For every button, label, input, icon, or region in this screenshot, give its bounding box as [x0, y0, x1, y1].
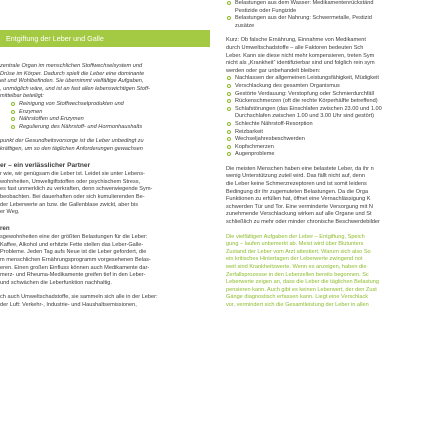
partner-paragraph: [0, 171, 210, 217]
bullet-circle-icon: [227, 84, 231, 88]
symptom-list-item: [226, 129, 430, 137]
text-line: mittelbar beteiligt:: [0, 93, 44, 100]
section-heading-factors: ren: [0, 224, 10, 232]
bullet-circle-icon: [227, 130, 231, 134]
text-line: der Leberwerte an bzw. die Gallenblase zwickt, aber bis: [0, 201, 139, 208]
text-line: vor, vermindert sich die Gesamtleistung der Leber in allen: [226, 301, 369, 308]
text-line: punkt der Gesundheitsvorsorge ist die Leber unbedingt zu: [0, 138, 144, 145]
text-line: werden oder gar unbehandelt bleiben:: [226, 67, 321, 74]
list-item-text: Regulierung des Nährstoff- und Hormonhaushalts: [19, 123, 143, 130]
text-line: Drüse im Körper. Dadurch spielt die Leber eine dominante: [0, 70, 145, 77]
list-item-text: Schlechte Nährstoff-Resorption: [235, 120, 313, 127]
symptom-list: [226, 75, 430, 159]
bullet-circle-icon: [11, 125, 15, 129]
text-line: Bedingung dir ihr zugemuteten Belastungen. Da die Orga: [226, 188, 369, 195]
text-line: Leber. Kann sie diese nicht mehr kompensieren, treten Sym: [226, 52, 375, 59]
list-item-text: Schlafstörungen (das Einschlafen zwischen 23.00 und 1.00: [235, 105, 382, 112]
summary-paragraph: [226, 37, 430, 75]
list-item-text: Nährstoffen und Enzymen: [19, 116, 84, 123]
bullet-circle-icon: [227, 99, 231, 103]
symptom-list-item: [226, 91, 430, 99]
symptom-list-item: [226, 136, 430, 144]
right-column: [226, 0, 430, 310]
list-item-continuation: Durchschlafen zwischen 1.00 und 3.00 Uhr sind gestört): [235, 113, 374, 120]
text-line: kräftigen, um so den täglichen Anforderungen gewachsen: [0, 145, 143, 152]
text-line: Die meisten Menschen haben eine belastete Leber, da ihr n: [226, 165, 374, 172]
left-column: [0, 0, 210, 310]
bullet-circle-icon: [227, 152, 231, 156]
burden-list-item: [226, 0, 430, 8]
text-line: nicht als „Krankheit“ identifizierbar sind und folglich rein sym: [226, 60, 375, 67]
text-line: Probleme. Jeden Tag aufs Neue ist die Leber gefordert, die: [0, 249, 147, 256]
text-line: Leberwerte zeigen an, dass die Leber die täglichen Belastung: [226, 279, 380, 286]
bullet-circle-icon: [11, 102, 15, 106]
list-item-continuation: zusätze: [235, 22, 255, 29]
intro-paragraph: [0, 63, 210, 101]
text-line: m menschlichen Ernährungsprogramm vorgesehenen Belas-: [0, 257, 151, 264]
text-line: eren. Einen großen Einfluss können auch Medikamente dar-: [0, 264, 150, 271]
text-line: merz- und Rheuma-Medikamente greifen tief in den Leber-: [0, 272, 146, 279]
list-item-text: Wechseljahresbeschwerden: [235, 136, 305, 143]
bullet-circle-icon: [11, 117, 15, 121]
text-line: , unmöglich wäre, und ist an fast allen lebenswichtigen Stoff-: [0, 85, 150, 92]
symptom-list-item: [226, 144, 430, 152]
text-line: Zerfallsprozesse in den Leberzellen bereits begonnen. Sc: [226, 271, 369, 278]
task-list: [10, 101, 210, 131]
section-banner: Entgiftung der Leber und Galle: [0, 30, 210, 47]
pollutants-paragraph: [0, 294, 210, 309]
bullet-circle-icon: [227, 16, 231, 20]
bullet-circle-icon: [227, 107, 231, 111]
burden-paragraph: [226, 166, 430, 227]
highlight-paragraph: [226, 234, 430, 310]
list-item-text: Nachlassen der allgemeinen Leistungsfähigkeit, Müdigkeit: [235, 75, 379, 82]
symptom-list-item: [226, 75, 430, 83]
task-list-item: [10, 101, 210, 109]
text-line: schließlich zu mehr oder minder chronische Beschwerdebilder: [226, 219, 380, 226]
list-item-text: Verschlackung des gesamten Organismus: [235, 82, 340, 89]
text-line: der Luft: Verkehr-, Industrie- und Haushaltsemissionen,: [0, 302, 137, 309]
list-item-text: Reinigung von Stoffwechselprodukten und: [19, 100, 124, 107]
list-item-text: Augenprobleme: [235, 151, 275, 158]
text-line: Die vielfältigen Aufgaben der Leber – Entgiftung, Speich: [226, 233, 365, 240]
text-line: gung – laufen unbemerkt ab. Meist wird über Blutunters: [226, 241, 364, 248]
text-line: Funktionen zu erfüllen hat, öffnet eine Vernachlässigung K: [226, 196, 371, 203]
text-line: es fast unmerklich zu verkraften, denn schwerwiegende Sym-: [0, 186, 153, 193]
text-line: Kaffee, Alkohol und erhitzte Fette stellen das Leber-Galle-: [0, 241, 144, 248]
text-line: pensieren kann. Auch gibt es keinen Leberwert, der den Zust: [226, 286, 377, 293]
text-line: beobachten. Bei dauerhaften oder sich kumulierenden Be-: [0, 193, 145, 200]
text-line: er Weg.: [0, 209, 20, 216]
text-line: Kurz: Ob falsche Ernährung, Einnahme von Medikament: [226, 37, 366, 44]
text-line: Zustand der Leber vom Arzt attestiert. Warum sich also So: [226, 248, 371, 255]
symptom-list-item: [226, 121, 430, 129]
text-line: durch Umweltschadstoffe – alle Faktoren bedeuten Sch: [226, 44, 364, 51]
symptom-list-item: [226, 83, 430, 91]
bullet-circle-icon: [227, 1, 231, 5]
symptom-list-item: [226, 106, 430, 114]
list-item-text: Belastungen aus dem Wasser: Medikamentenrückständ: [235, 0, 374, 6]
list-item-text: Gestörte Verdauung: Verstopfung oder Schmierdurchfäll: [235, 90, 374, 97]
text-line: weit sind Krankheitswerte. Wenn es anzeigen, haben die: [226, 264, 367, 270]
text-line: sgewohnheiten eine der größten Belastungen für die Leber:: [0, 234, 148, 241]
text-line: und schwächen die Leberfunktion nachhaltig.: [0, 279, 112, 286]
text-line: Gänge diagnostisch erfassen kann. Liegt eine Verschlack: [226, 294, 369, 301]
health-paragraph: [0, 138, 210, 153]
bullet-circle-icon: [227, 137, 231, 141]
section-heading-partner: er – ein verlässlicher Partner: [0, 161, 91, 169]
bullet-circle-icon: [227, 92, 231, 96]
text-line: ch auch Umweltschadstoffe, sie sammeln sich alle in der Leber:: [0, 294, 158, 301]
text-line: die Leber keine Schmerzrezeptoren und ist somit leidens: [226, 181, 367, 188]
list-item-text: Enzymen: [19, 108, 43, 115]
list-item-continuation: Pestizide oder Fungizide: [235, 7, 297, 14]
text-line: zunehmende Verschlackung wirken auf alle Organe und St: [226, 211, 372, 218]
text-line: ein kritisches Hintertagen der Leberwerte zwingend not: [226, 256, 363, 263]
text-line: wohnheiten, Umweltgiftstoffen oder psychischem Stress,: [0, 178, 141, 185]
list-item-text: Rückenschmerzen (oft die rechte Körperhälfte betreffend): [235, 98, 378, 105]
burden-list-item: [226, 15, 430, 23]
bullet-circle-icon: [227, 76, 231, 80]
list-item-text: Kopfschmerzen: [235, 143, 274, 150]
bullet-circle-icon: [11, 110, 15, 114]
text-line: zentrale Organ im menschlichen Stoffwechselsystem und: [0, 63, 143, 69]
task-list-item: [10, 116, 210, 124]
text-line: wenig Unterstützung zuteil wird. Das fällt nicht auf, denn: [226, 173, 365, 180]
list-item-text: Belastungen aus der Nahrung: Schwermetalle, Pestizid: [235, 15, 372, 22]
bullet-circle-icon: [227, 122, 231, 126]
symptom-list-item: [226, 98, 430, 106]
burden-list: [226, 0, 430, 30]
symptom-list-item: [226, 151, 430, 159]
task-list-item: [10, 109, 210, 117]
list-item-text: Reizbarkeit: [235, 128, 263, 135]
text-line: r wie, wir genügsam die Leber ist. Leidet sie unter Lebens-: [0, 171, 145, 178]
bullet-circle-icon: [227, 145, 231, 149]
text-line: schwerden Tür und Tor. Eine verminderte Versorgung mit N: [226, 203, 373, 210]
factors-paragraph: [0, 234, 210, 287]
text-line: eit und Wohlbefinden. Sie übernimmt vielfältige Aufgaben,: [0, 78, 144, 85]
task-list-item: [10, 124, 210, 132]
